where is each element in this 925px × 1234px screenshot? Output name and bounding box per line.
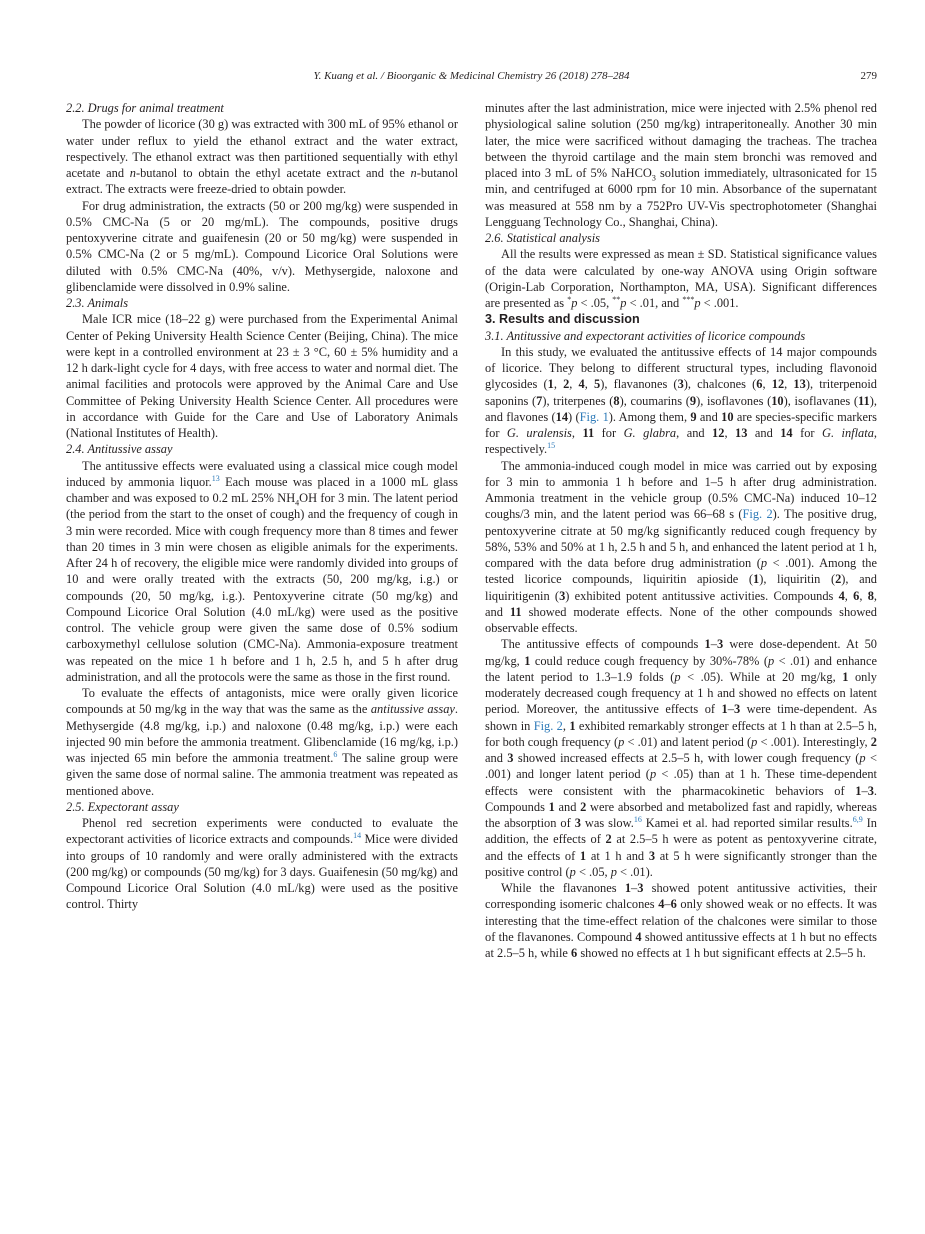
running-header [66, 70, 877, 88]
section-heading: 2.3. Animals [66, 296, 129, 310]
section-heading: 2.5. Expectorant assay [66, 799, 179, 814]
paragraph: In this study, we evaluated the antitussive effects of 14 major compounds of licorice. They belong to different structural types, including flavonoid glycosides (1, 2, 4, 5), flavanones (3), chalcones (6, 12, 13), triterpenoid saponins (7), triterpenes (8), coumarins (9), isoflavones (10), isoflavanes (11), and flavones (14) (Fig. 1). Among them, 9 and 10 are species-specific markers for G. uralensis, 11 for G. glabra, and 12, 13 and 14 for G. inflata, respectively.$^{15}$ [485, 344, 877, 457]
paragraph: The antitussive effects were evaluated using a classical mice cough model induced by ammonia liquor.$^{13}$ Each mouse was placed in a 1000 mL glass chamber and was exposed to 0.2 mL 25% $NH_4OH$ for 3 min. The latent period (the period from the start to the onset of cough) and the frequency of cough in 3 min were recorded. Mice with cough frequency more than 8 times and fewer than 20 times in 3 min were chosen as eligible animals for the experiments. After 24 h of recovery, the eligible mice were randomly divided into groups of 10 and were orally treated with the extracts (50, 200 mg/kg, i.g.) or compounds (20, 50 mg/kg, i.g.). Pentoxyverine citrate (50 mg/kg) and Compound Licorice Oral Solution (4.0 mL/kg) were used as the positive control. The vehicle group were given the same dose of 0.5% sodium carboxymethyl cellulose solution (CMC-Na). Ammonia-exposure treatment was repeated on the mice 1 h before and 1 h, 2.5 h, and 5 h after drug administration, and all the protocols were the same as those in the first round. [66, 458, 458, 684]
section-heading: 3. Results and discussion [485, 312, 640, 327]
paragraph: To evaluate the effects of antagonists, mice were orally given licorice compounds at 50 mg/kg in the way that was the same as the antitussive assay. Methysergide (4.8 mg/kg, i.p.) and naloxone (0.48 mg/kg, i.p.) were each injected 90 min before the ammonia treatment. Glibenclamide (16 mg/kg, i.p.) was injected 65 min before the ammonia treatment.$^6$ The saline group were given the same dose of normal saline. The ammonia treatment was repeated as mentioned above. [66, 686, 459, 798]
paragraph: Male ICR mice (18–22 g) were purchased from the Experimental Animal Center of Peking University Health Science Center (Beijing, China). The mice were kept in a controlled environment at 23 ± 3 °C, 60 ± 5% humidity and a 12 h dark-light cycle for 4 days, with free access to water and normal diet. The animal facilities and protocols were approved by the Animal Care and Use Committee of Peking University Health Science Center. All procedures were in accordance with Guide for the Care and Use of Laboratory Animals (National Institutes of Health). [66, 312, 458, 440]
section-heading: 2.2. Drugs for animal treatment [66, 101, 224, 115]
paragraph: minutes after the last administration, mice were injected with 2.5% phenol red physiological saline solution (250 mg/kg) intraperitoneally. Another 30 min later, the mice were sacrificed without damaging the tracheas. The trachea between the thyroid cartilage and the main stem bronchi was removed and placed into 3 mL of 5% NaHCO$_3$ solution immediately, ultrasonicated for 15 min, and centrifuged at 6000 rpm for 10 min. Absorbance of the supernatant was measured at 558 nm by a 752Pro UV-Vis spectrophotometer (Shanghai Lengguang Technology Co., Shanghai, China). [485, 101, 877, 229]
paragraph: The powder of licorice (30 g) was extracted with 300 mL of 95% ethanol or water under reflux to yield the ethanol extract and the water extract, respectively. The ethanol extract was then partitioned sequentially with ethyl acetate and n-butanol to obtain the ethyl acetate extract and the n-butanol extract. The extracts were freeze-dried to obtain powder. [66, 117, 459, 197]
section-heading: 3.1. Antitussive and expectorant activities of licorice compounds [485, 328, 806, 343]
page-number: 279 [860, 70, 877, 82]
paragraph: While the flavanones 1–3 showed potent antitussive activities, their corresponding isomeric chalcones 4–6 only showed weak or no effects. It was interesting that the time-effect relation of the chalcones were similar to those of the flavanones. Compound 4 showed antitussive effects at 1 h but no effects at 2.5–5 h, while 6 showed no effects at 1 h but significant effects at 2.5–5 h. [485, 881, 877, 960]
paragraph: The antitussive effects of compounds 1–3 were dose-dependent. At 50 mg/kg, 1 could reduce cough frequency by 30%-78% (p < .01) and enhance the latent period to 1.3–1.9 folds (p < .05). While at 20 mg/kg, 1 only moderately decreased cough frequency at 1 h and showed no effects on latent period. Moreover, the antitussive effects of 1–3 were time-dependent. As shown in Fig. 2, 1 exhibited remarkably stronger effects at 1 h than at 2.5–5 h, for both cough frequency (p < .01) and latent period (p < .001). Interestingly, 2 and 3 showed increased effects at 2.5–5 h, with lower cough frequency (p < .001) and longer latent period (p < .05) than at 1 h. These time-dependent effects were consistent with the pharmacokinetic behaviors of 1–3. Compounds 1 and 2 were absorbed and metabolized fast and rapidly, whereas the absorption of 3 was slow.$^{16}$ Kamei et al. had reported similar results.$^{6,9}$ In addition, the effects of 2 at 2.5–5 h were as potent as pentoxyverine citrate, and the effects of 1 at 1 h and 3 at 5 h were significantly stronger than the positive control (p < .05, p < .01). [485, 637, 878, 879]
paragraph: All the results were expressed as mean ± SD. Statistical significance values of the data were calculated by one-way ANOVA using Origin software (Origin-Lab Corporation, Northampton, MA, USA). Significant differences are presented as *p < .05, **p < .01, and ***p < .001. [485, 247, 877, 310]
journal-citation: Y. Kuang et al. / Bioorganic & Medicinal Chemistry 26 (2018) 278–284 [313, 70, 630, 82]
left-column [66, 100, 458, 913]
section-heading: 2.4. Antitussive assay [66, 442, 173, 457]
paragraph: The ammonia-induced cough model in mice was carried out by exposing for 3 min to ammonia 1 h before and 1–5 h after drug administration. Ammonia treatment in the vehicle group (0.5% CMC-Na) induced 10–12 coughs/3 min, and the latent period was 66–68 s (Fig. 2). The positive drug, pentoxyverine citrate at 50 mg/kg significantly reduced cough frequency by 58%, 53% and 50% at 1 h, 2.5 h and 5 h, and enhanced the latent period at 1 h, compared with the data before drug administration (p < .001). Among the tested licorice compounds, liquiritin apioside (1), liquiritin (2), and liquiritigenin (3) exhibited potent antitussive activities. Compounds 4, 6, 8, and 11 showed moderate effects. None of the other compounds showed observable effects. [485, 458, 877, 635]
section-heading: 2.6. Statistical analysis [485, 231, 600, 245]
right-column [485, 100, 877, 961]
paragraph: For drug administration, the extracts (50 or 200 mg/kg) were suspended in 0.5% CMC-Na (5 or 20 mg/mL). The compounds, positive drugs pentoxyverine citrate and guaifenesin (20 or 50 mg/kg) were suspended in 0.5% CMC-Na (2 or 5 mg/mL). Compound Licorice Oral Solutions were diluted with 0.5% CMC-Na (40%, v/v). Methysergide, naloxone and glibenclamide were dissolved in 0.9% saline. [66, 198, 458, 294]
paragraph: Phenol red secretion experiments were conducted to evaluate the expectorant activities of licorice extracts and compounds.$^{14}$ Mice were divided into groups of 10 randomly and were orally administered with the extracts (200 mg/kg) or compounds (50 mg/kg) for 3 days. Guaifenesin (50 mg/kg) and Compound Licorice Oral Solution (4.0 mL/kg) were used as the positive control. Thirty [66, 816, 458, 912]
